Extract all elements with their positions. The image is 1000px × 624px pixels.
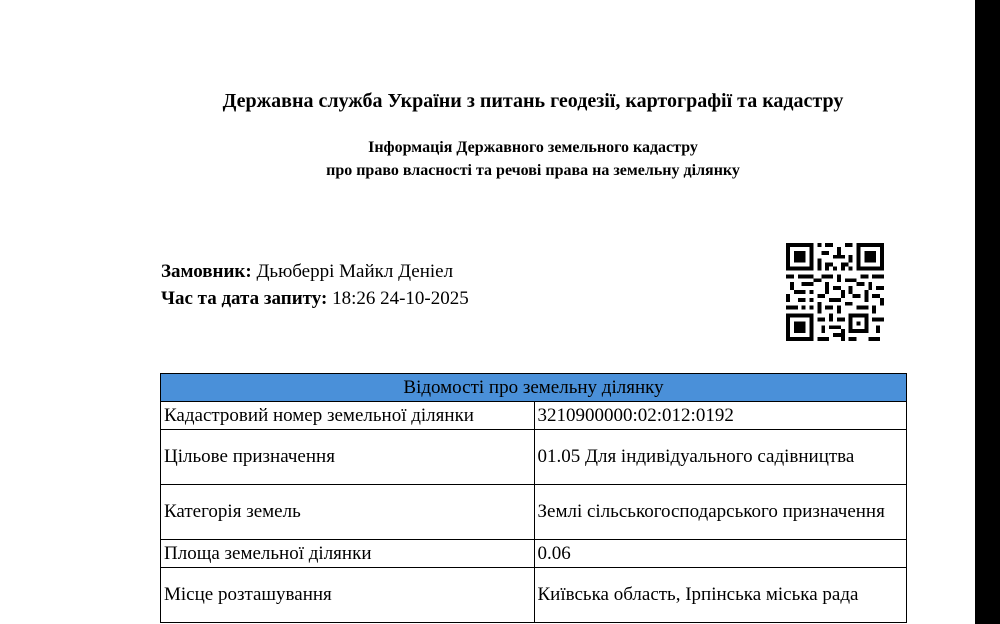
row-value-location: Київська область, Ірпінська міська рада	[534, 568, 907, 623]
land-plot-info-table	[160, 373, 907, 623]
row-value-area: 0.06	[534, 540, 907, 568]
document-subtitle	[0, 136, 1000, 182]
table-row	[161, 568, 907, 623]
customer-value: Дьюберрі Майкл Деніел	[256, 261, 454, 282]
row-value-purpose: 01.05 Для індивідуального садівництва	[534, 430, 907, 485]
row-label-land-category: Категорія земель	[161, 485, 535, 540]
datetime-label: Час та дата запиту:	[161, 288, 328, 309]
table-row	[161, 402, 907, 430]
row-label-purpose: Цільове призначення	[161, 430, 535, 485]
table-header: Відомості про земельну ділянку	[161, 374, 907, 402]
datetime-value: 18:26 24-10-2025	[332, 288, 469, 309]
agency-title: Державна служба України з питань геодезії, картографії та кадастру	[222, 90, 844, 112]
subtitle-line-1: Інформація Державного земельного кадастру	[368, 139, 698, 156]
row-value-land-category: Землі сільськогосподарського призначення	[534, 485, 907, 540]
customer-label: Замовник:	[161, 261, 252, 282]
table-row	[161, 485, 907, 540]
table-row	[161, 430, 907, 485]
viewer-border	[975, 0, 1000, 624]
qr-code-icon	[786, 243, 884, 341]
row-label-location: Місце розташування	[161, 568, 535, 623]
customer-line	[161, 258, 469, 285]
row-label-area: Площа земельної ділянки	[161, 540, 535, 568]
row-value-cadastral-number: 3210900000:02:012:0192	[534, 402, 907, 430]
row-label-cadastral-number: Кадастровий номер земельної ділянки	[161, 402, 535, 430]
subtitle-line-2: про право власності та речові права на земельну ділянку	[326, 162, 740, 179]
datetime-line	[161, 285, 469, 312]
table-row	[161, 540, 907, 568]
request-info	[161, 258, 469, 312]
